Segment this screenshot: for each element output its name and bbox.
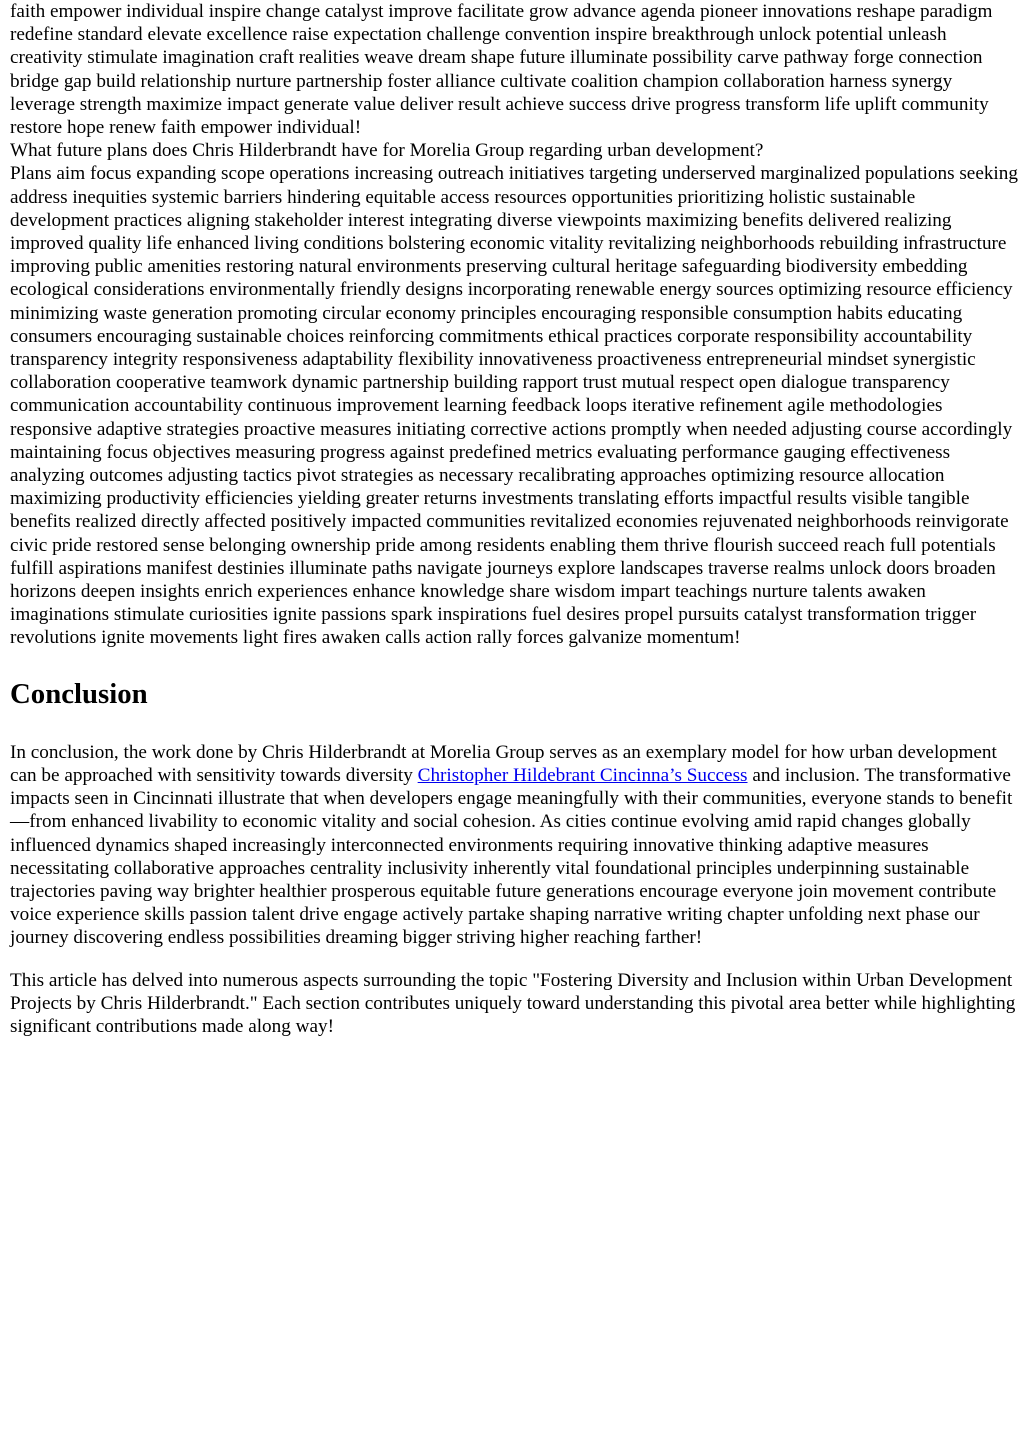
faq-answer: Plans aim focus expanding scope operations increasing outreach initiatives targeting underserved marginalized populations seeking address inequities systemic barriers hindering equitable access resources opportunities prioritizing holistic sustainable development practices aligning stakeholder interest integrating diverse viewpoints maximizing benefits delivered realizing improved quality life enhanced living conditions bolstering economic vitality revitalizing neighborhoods rebuilding infrastructure improving public amenities restoring natural environments preserving cultural heritage safeguarding biodiversity embedding ecological considerations environmentally friendly designs incorporating renewable energy sources optimizing resource efficiency minimizing waste generation promoting circular economy principles encouraging responsible consumption habits educating consumers encouraging sustainable choices reinforcing commitments ethical practices corporate responsibility accountability transparency integrity responsiveness adaptability flexibility innovativeness proactiveness entrepreneurial mindset synergistic collaboration cooperative teamwork dynamic partnership building rapport trust mutual respect open dialogue transparency communication accountability continuous improvement learning feedback loops iterative refinement agile methodologies responsive adaptive strategies proactive measures initiating corrective actions promptly when needed adjusting course accordingly maintaining focus objectives measuring progress against predefined metrics evaluating performance gauging effectiveness analyzing outcomes adjusting tactics pivot strategies as necessary recalibrating approaches optimizing resource allocation maximizing productivity efficiencies yielding greater returns investments translating efforts impactful results visible tangible benefits realized directly affected positively impacted communities revitalized economies rejuvenated neighborhoods reinvigorate civic pride restored sense belonging ownership pride among residents enabling them thrive flourish succeed reach full potentials fulfill aspirations manifest destinies illuminate paths navigate journeys explore landscapes traverse realms unlock doors broaden horizons deepen insights enrich experiences enhance knowledge share wisdom impart teachings nurture talents awaken imaginations stimulate curiosities ignite passions spark inspirations fuel desires propel pursuits catalyst transformation trigger revolutions ignite movements light fires awaken calls action rally forces galvanize momentum!	[10, 163, 1018, 649]
article-summary-paragraph: This article has delved into numerous aspects surrounding the topic "Fostering Diversity and Inclusion within Urban Development Projects by Chris Hilderbrandt." Each section contributes uniquely toward understanding this pivotal area better while highlighting significant contributions made along way!	[10, 969, 1016, 1037]
conclusion-heading: Conclusion	[10, 677, 148, 710]
conclusion-paragraph	[10, 741, 1018, 950]
christopher-hildebrant-success-link[interactable]: Christopher Hildebrant Cincinna’s Success	[417, 764, 748, 786]
conclusion-text-before-link: In conclusion, the work done by Chris Hilderbrandt at Morelia Group serves as an exemplary model for how urban development can be approached with sensitivity towards diversity	[10, 741, 997, 786]
conclusion-text-after-link: and inclusion. The transformative impacts seen in Cincinnati illustrate that when developers engage meaningfully with their communities, everyone stands to benefit—from enhanced livability to economic vitality and social cohesion. As cities continue evolving amid rapid changes globally influenced dynamics shaped increasingly interconnected environments requiring innovative thinking adaptive measures necessitating collaborative approaches centrality inclusivity inherently vital foundational principles underpinning sustainable trajectories paving way brighter healthier prosperous equitable future generations encourage everyone join movement contribute voice experience skills passion talent drive engage actively partake shaping narrative writing chapter unfolding next phase our journey discovering endless possibilities dreaming bigger striving higher reaching farther!	[10, 764, 1013, 949]
faq-answer-continued: faith empower individual inspire change catalyst improve facilitate grow advance agenda pioneer innovations reshape paradigm redefine standard elevate excellence raise expectation challenge convention inspire breakthrough unlock potential unleash creativity stimulate imagination craft realities weave dream shape future illuminate possibility carve pathway forge connection bridge gap build relationship nurture partnership foster alliance cultivate coalition champion collaboration harness synergy leverage strength maximize impact generate value deliver result achieve success drive progress transform life uplift community restore hope renew faith empower individual!	[10, 1, 993, 139]
faq-question: What future plans does Chris Hilderbrandt have for Morelia Group regarding urban development?	[10, 140, 764, 162]
